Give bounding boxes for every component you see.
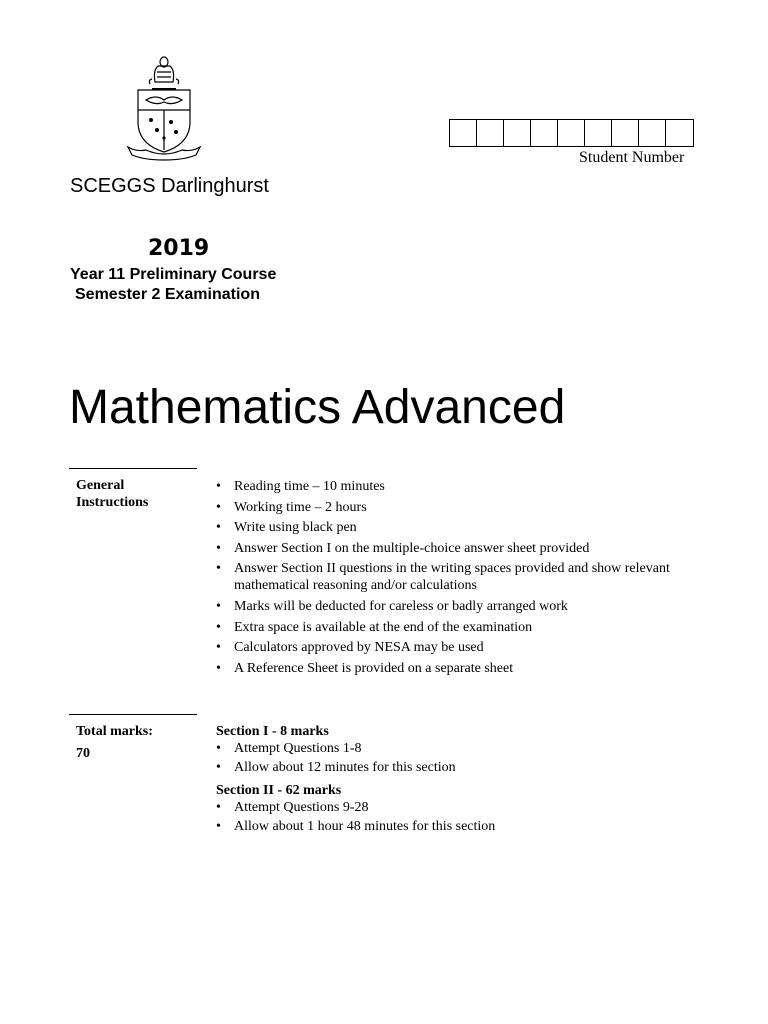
section-1-heading: Section I - 8 marks	[216, 724, 329, 739]
list-item: • Extra space is available at the end of the examination	[216, 619, 686, 636]
list-item: • Attempt Questions 1-8	[216, 740, 686, 757]
student-number-digit-box[interactable]	[450, 120, 477, 146]
list-item: • Allow about 12 minutes for this section	[216, 759, 686, 776]
section-1-list	[216, 740, 686, 777]
student-number-digit-box[interactable]	[639, 120, 666, 146]
section-2-heading: Section II - 62 marks	[216, 783, 342, 798]
list-item: • Working time – 2 hours	[216, 499, 686, 516]
general-instructions-label: General Instructions	[76, 478, 149, 510]
school-crest-logo	[124, 52, 204, 164]
list-item: • Attempt Questions 9-28	[216, 799, 686, 816]
list-item: • Reading time – 10 minutes	[216, 478, 686, 495]
student-number-digit-box[interactable]	[612, 120, 639, 146]
list-item: • Answer Section II questions in the writing spaces provided and show relevant mathematical reasoning and/or calculations	[216, 560, 686, 594]
school-name: SCEGGS Darlinghurst	[70, 175, 269, 197]
student-number-digit-box[interactable]	[477, 120, 504, 146]
total-marks-label: Total marks:	[76, 724, 153, 739]
list-item: • Calculators approved by NESA may be used	[216, 639, 686, 656]
course-title: Year 11 Preliminary Course	[70, 266, 277, 283]
general-instructions-list	[216, 478, 686, 680]
total-marks-value: 70	[76, 746, 90, 761]
list-item: • Allow about 1 hour 48 minutes for this section	[216, 818, 686, 835]
list-item: • Answer Section I on the multiple-choice answer sheet provided	[216, 540, 686, 557]
subject-title: Mathematics Advanced	[69, 381, 566, 434]
student-number-digit-box[interactable]	[504, 120, 531, 146]
list-item: • A Reference Sheet is provided on a separate sheet	[216, 660, 686, 677]
section-2-list	[216, 799, 686, 836]
student-number-digit-box[interactable]	[531, 120, 558, 146]
exam-title: Semester 2 Examination	[75, 286, 260, 303]
student-number-boxes[interactable]	[449, 119, 694, 147]
exam-year: 2019	[148, 236, 210, 261]
student-number-digit-box[interactable]	[558, 120, 585, 146]
student-number-digit-box[interactable]	[585, 120, 612, 146]
instructions-divider	[69, 468, 197, 469]
list-item: • Marks will be deducted for careless or badly arranged work	[216, 598, 686, 615]
student-number-digit-box[interactable]	[666, 120, 693, 146]
list-item: • Write using black pen	[216, 519, 686, 536]
total-marks-divider	[69, 714, 197, 715]
student-number-label: Student Number	[579, 149, 685, 166]
